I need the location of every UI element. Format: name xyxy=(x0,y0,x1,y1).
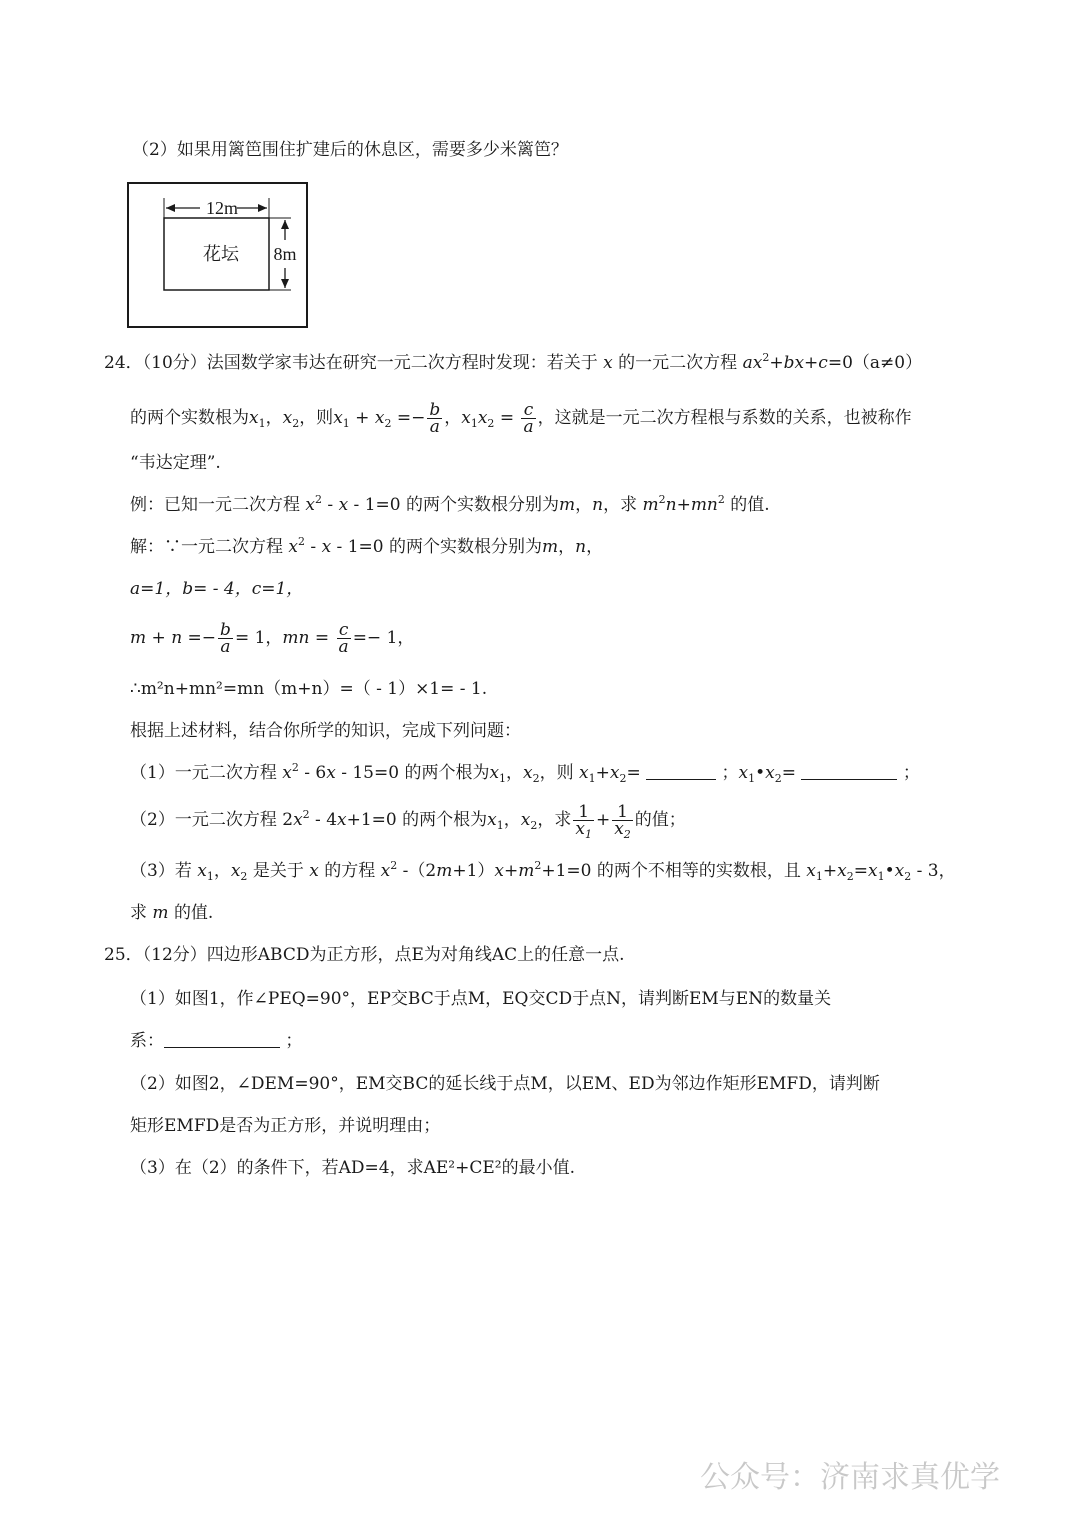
answer-blank-product[interactable] xyxy=(801,763,897,780)
flowerbed-figure xyxy=(125,180,311,330)
width-label: 12m xyxy=(205,198,239,218)
answer-blank-relation[interactable] xyxy=(164,1031,280,1048)
q24-coeffs: a=1，b= - 4，c=1， xyxy=(130,579,304,599)
q24-line2: 的两个实数根为$x_1$，$x_2$，则$x_1 + x_2$ =− $\frac{b}{a}$ ，$x_1x_2$ = $\frac{c}{a}$ ，这就是一元二次方程根与系数的关系，也被称作 xyxy=(130,400,912,437)
q24-line3: “韦达定理”. xyxy=(130,453,221,473)
q24-prompt: 根据上述材料，结合你所学的知识，完成下列问题： xyxy=(130,721,521,741)
q24-solution: 解：∵一元二次方程 $x^2 - x - 1=0$ 的两个实数根分别为m，n， xyxy=(130,535,604,557)
answer-blank-sum[interactable] xyxy=(646,763,716,780)
q25-part2: （2）如图2，∠DEM=90°，EM交BC的延长线于点M，以EM、ED为邻边作矩形EMFD，请判断 xyxy=(130,1074,880,1094)
height-label: 8m xyxy=(273,244,297,264)
q24-part1: （1）一元二次方程 $x^2 - 6x - 15=0$ 的两个根为$x_1$，$x_2$，则 $x_1+x_2=$ ；$x_1•x_2=$ ； xyxy=(130,761,920,785)
q25-part2-cont: 矩形EMFD是否为正方形，并说明理由； xyxy=(130,1116,441,1136)
q25-part3: （3）在（2）的条件下，若AD=4，求AE²+CE²的最小值. xyxy=(130,1158,575,1178)
q24-therefore: ∴m²n+mn²=mn（m+n）=（ - 1）×1= - 1. xyxy=(130,679,488,699)
q23-part2: （2）如果用篱笆围住扩建后的休息区，需要多少米篱笆？ xyxy=(132,140,568,160)
q24-sum-product: m + n =− $\frac{b}{a}$ = 1，mn = $\frac{c}{a}$ =− 1， xyxy=(130,620,415,657)
q25-line1: 25．（12分）四边形ABCD为正方形，点E为对角线AC上的任意一点. xyxy=(104,945,625,965)
flowerbed-label: 花坛 xyxy=(203,244,239,265)
watermark: 公众号：济南求真优学 xyxy=(700,1460,1000,1495)
q25-part1-cont: 系： ； xyxy=(130,1031,303,1051)
q24-part2: （2）一元二次方程 $2x^2 - 4x+1=0$ 的两个根为$x_1$，$x_2$，求 $\frac{1}{x_1}$ + $\frac{1}{x_2}$ 的值； xyxy=(130,802,686,841)
q24-part3-cont: 求 m 的值. xyxy=(130,903,214,923)
q24-line1: 24．（10分）法国数学家韦达在研究一元二次方程时发现：若关于 x 的一元二次方程 $ax^2+bx+c=0(a\ne 0)$ xyxy=(104,351,923,373)
q24-part3: （3）若 $x_1$，$x_2$ 是关于 x 的方程 $x^2$ $-(2m+1)x+m^2+1=0$ 的两个不相等的实数根，且 $x_1+x_2=x_1•x_2 - 3$， xyxy=(130,859,956,883)
q25-part1: （1）如图1，作∠PEQ=90°，EP交BC于点M，EQ交CD于点N，请判断EM与EN的数量关 xyxy=(130,989,832,1009)
q24-example: 例：已知一元二次方程 $x^2 - x - 1=0$ 的两个实数根分别为m，n，求 $m^2n+mn^2$ 的值. xyxy=(130,493,770,515)
